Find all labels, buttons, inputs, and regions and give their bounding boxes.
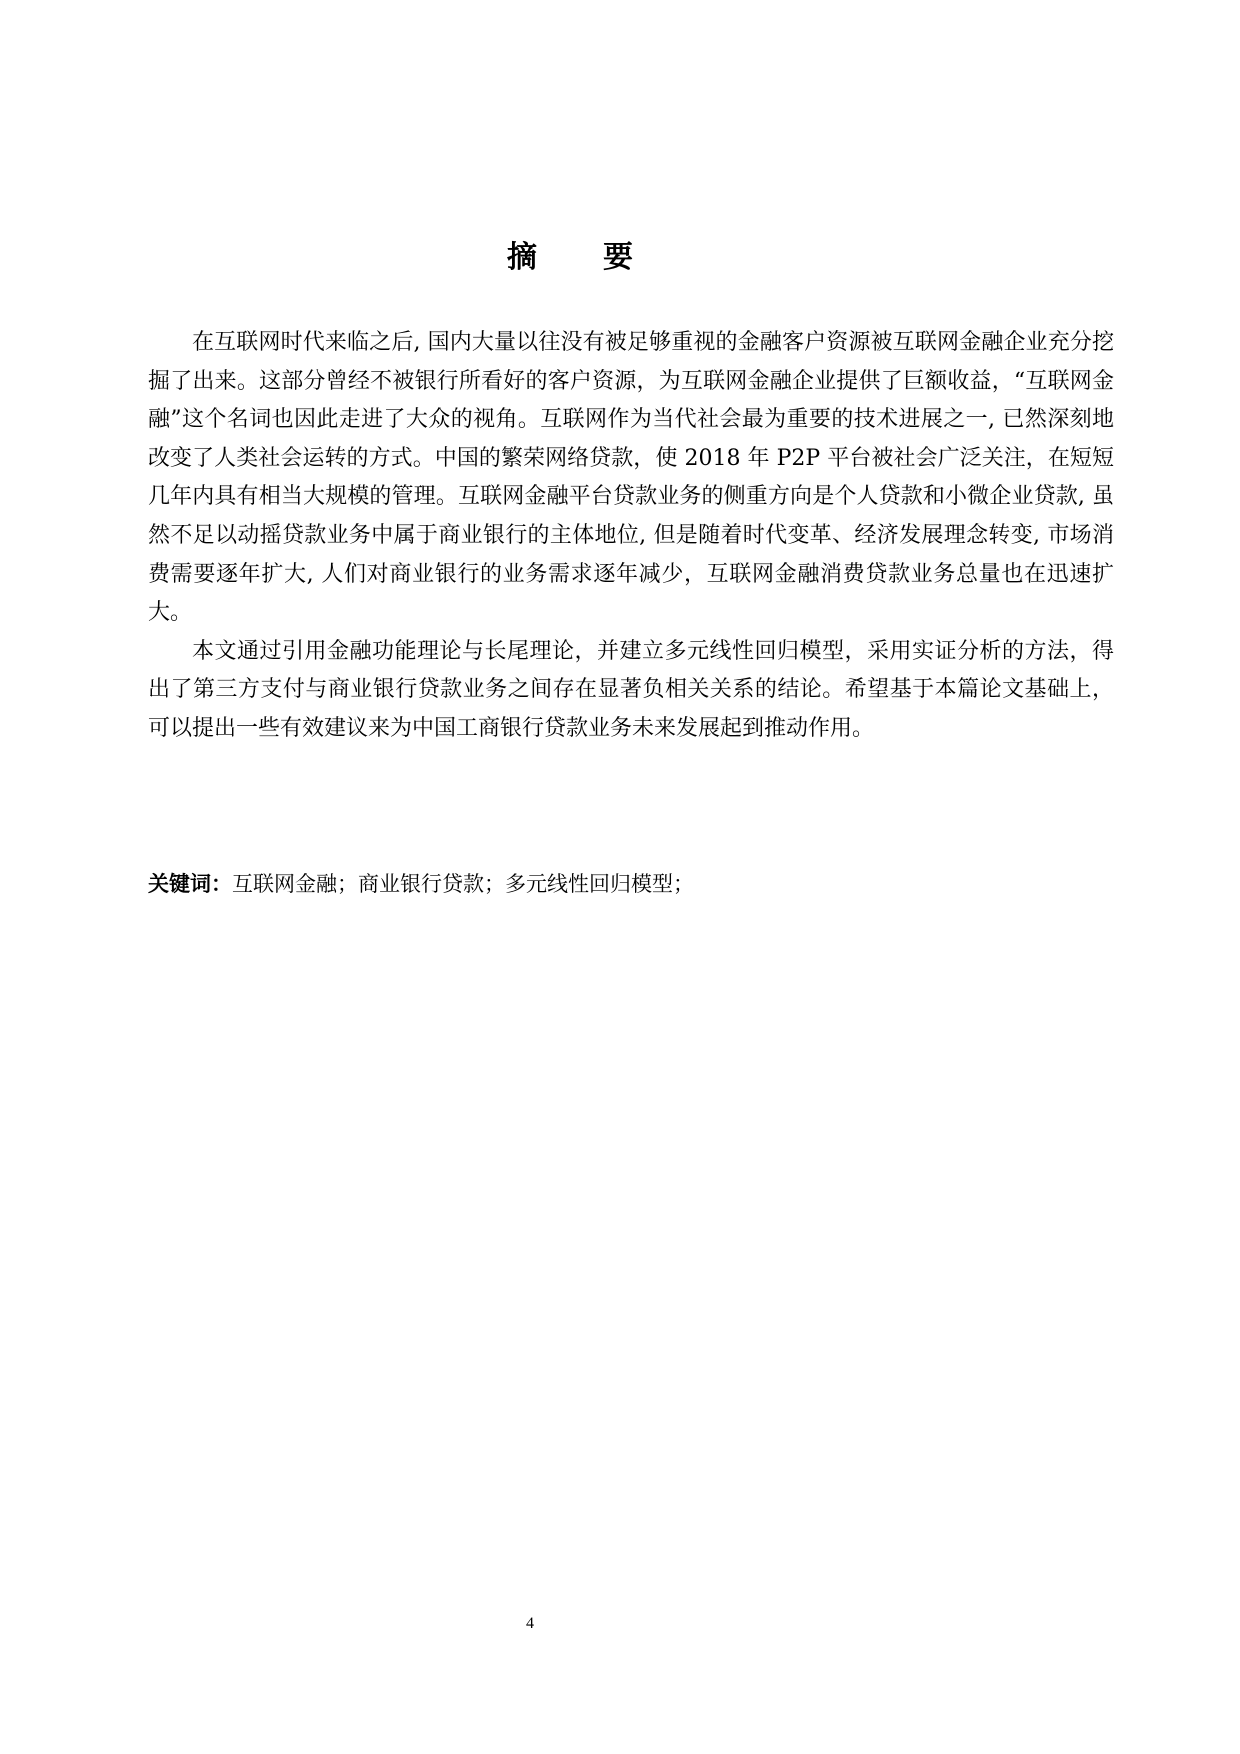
page-number: 4 [526, 1615, 534, 1632]
abstract-paragraph-2: 本文通过引用金融功能理论与长尾理论，并建立多元线性回归模型，采用实证分析的方法，得出了第三方支付与商业银行贷款业务之间存在显著负相关关系的结论。希望基于本篇论文基础上，可以提出一些有效建议来为中国工商银行贷款业务未来发展起到推动作用。 [148, 638, 1114, 741]
keywords-line [148, 868, 1114, 900]
abstract-paragraph-1: 在互联网时代来临之后, 国内大量以往没有被足够重视的金融客户资源被互联网金融企业充分挖掘了出来。这部分曾经不被银行所看好的客户资源，为互联网金融企业提供了巨额收益，“互联网金融”这个名词也因此走进了大众的视角。互联网作为当代社会最为重要的技术进展之一, 已然深刻地改变了人类社会运转的方式。中国的繁荣网络贷款，使 2018 年 P2P 平台被社会广泛关注，在短短几年内具有相当大规模的管理。互联网金融平台贷款业务的侧重方向是个人贷款和小微企业贷款, 虽然不足以动摇贷款业务中属于商业银行的主体地位, 但是随着时代变革、经济发展理念转变, 市场消费需要逐年扩大, 人们对商业银行的业务需求逐年减少，互联网金融消费贷款业务总量也在迅速扩大。 [148, 330, 1114, 626]
abstract-body [148, 324, 1114, 749]
keywords-label: 关键词： [148, 872, 232, 896]
title-char-2: 要 [603, 240, 633, 275]
keywords-text: 互联网金融；商业银行贷款；多元线性回归模型； [232, 872, 694, 896]
title-char-1: 摘 [507, 240, 537, 275]
page-title [0, 236, 1140, 280]
